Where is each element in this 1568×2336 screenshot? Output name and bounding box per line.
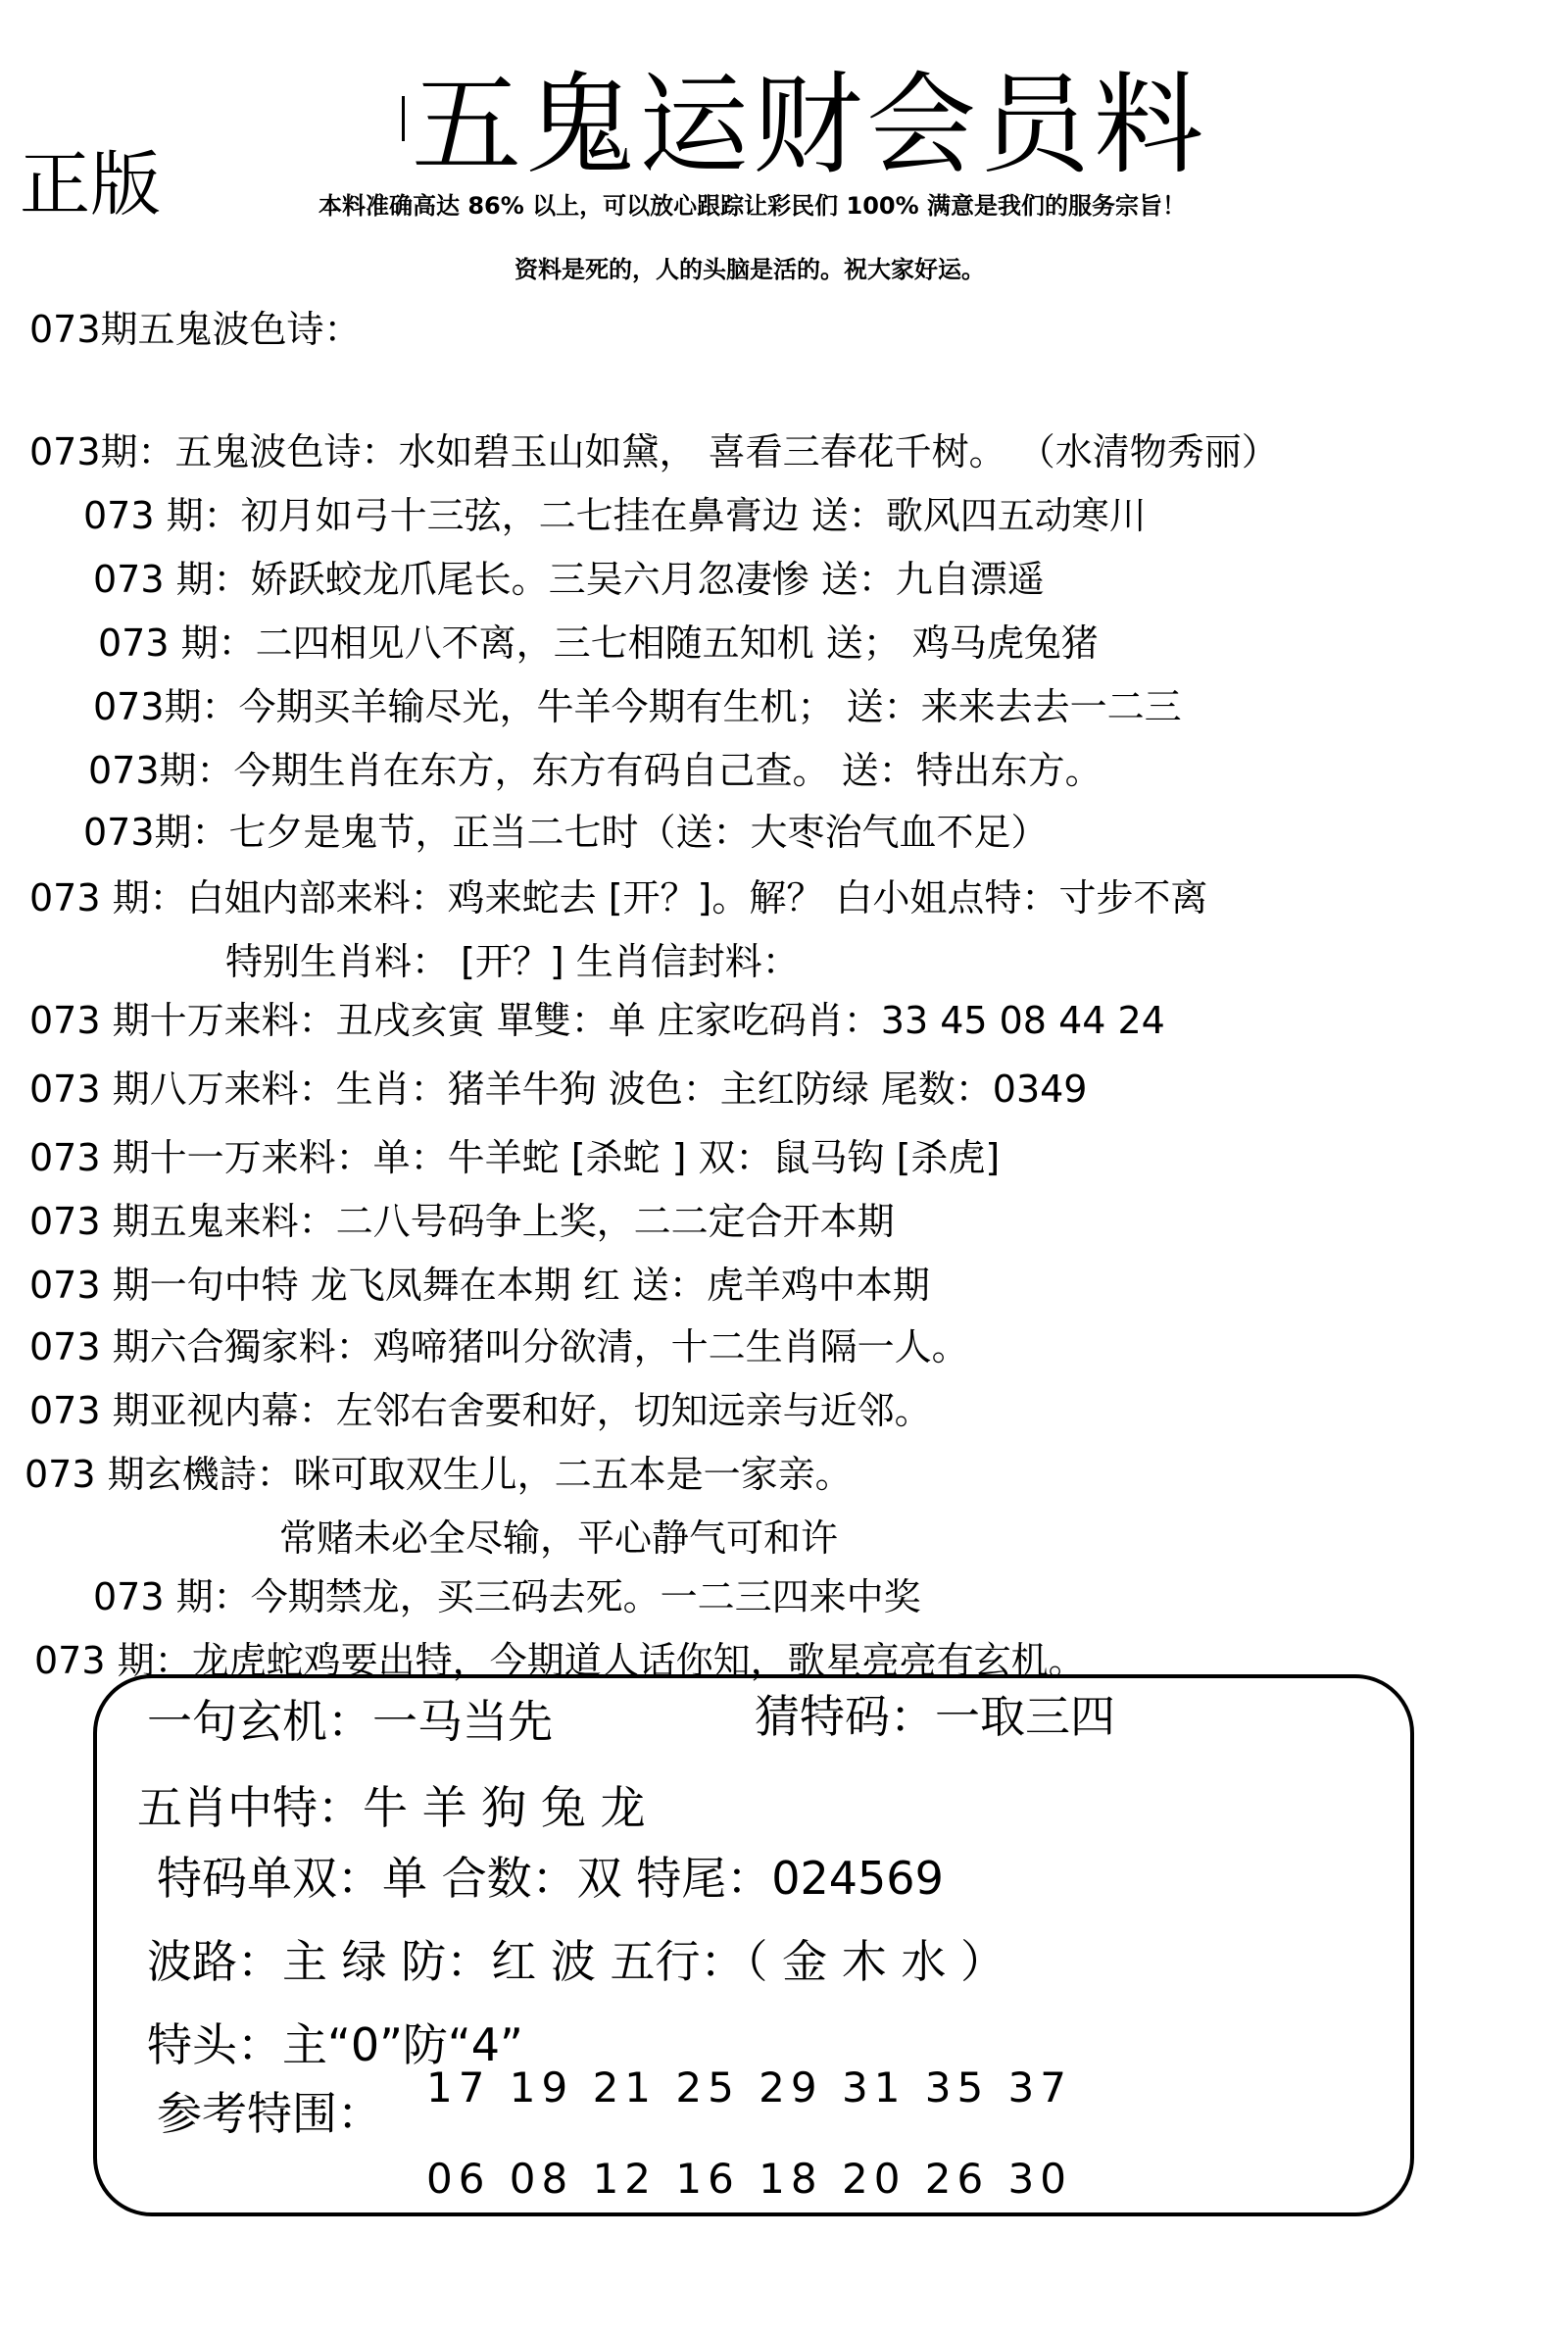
line-5: 073期：今期生肖在东方，东方有码自己查。 送：特出东方。 [88, 749, 1102, 792]
box-odd-even: 特码单双：单 合数：双 特尾：024569 [157, 1852, 944, 1905]
line-dragon-tiger: 073 期：龙虎蛇鸡要出特，今期道人话你知，歌星亮亮有玄机。 [34, 1639, 1086, 1682]
line-yashi: 073 期亚视内幕：左邻右舍要和好，切知远亲与近邻。 [29, 1389, 932, 1432]
line-special-zodiac: 特别生肖料： [开？] 生肖信封料： [225, 940, 800, 983]
line-poem-heading: 073期五鬼波色诗： [29, 308, 362, 351]
line-100k: 073 期十万来料：丑戌亥寅 單雙：单 庄家吃码肖：33 45 08 44 24 [29, 999, 1165, 1042]
line-gamble: 常赌未必全尽输，平心静气可和许 [279, 1516, 839, 1560]
line-one-sentence: 073 期一句中特 龙飞凤舞在本期 红 送：虎羊鸡中本期 [29, 1264, 930, 1307]
line-ban-dragon: 073 期：今期禁龙，买三码去死。一二三四来中奖 [93, 1575, 921, 1618]
box-range-label: 参考特围： [157, 2087, 382, 2140]
box-guess: 猜特码：一取三四 [755, 1690, 1115, 1743]
line-2: 073 期：娇跃蛟龙爪尾长。三吴六月忽凄惨 送：九自漂遥 [93, 558, 1045, 601]
box-range-row1: 17 19 21 25 29 31 35 37 [426, 2063, 1073, 2112]
tagline: 本料准确高达 86% 以上，可以放心跟踪让彩民们 100% 满意是我们的服务宗旨！ [318, 192, 1187, 220]
box-wave: 波路：主 绿 防：红 波 五行：（ 金 木 水 ） [147, 1935, 1005, 1988]
edition-label: 正版 [20, 143, 162, 225]
box-five-zodiac: 五肖中特：牛 羊 狗 兔 龙 [137, 1781, 646, 1834]
line-6: 073期：七夕是鬼节，正当二七时（送：大枣治气血不足） [83, 811, 1049, 854]
line-80k: 073 期八万来料：生肖：猪羊牛狗 波色：主红防绿 尾数：0349 [29, 1068, 1088, 1111]
line-xuanji: 073 期玄機詩：咪可取双生儿，二五本是一家亲。 [24, 1453, 853, 1496]
box-head: 特头：主“0”防“4” [147, 2018, 523, 2071]
box-range-row2: 06 08 12 16 18 20 26 30 [426, 2155, 1073, 2203]
line-wave-poem: 073期：五鬼波色诗：水如碧玉山如黛， 喜看三春花千树。 （水清物秀丽） [29, 430, 1279, 473]
line-110k: 073 期十一万来料：单：牛羊蛇 [杀蛇 ] 双：鼠马钩 [杀虎] [29, 1136, 1001, 1179]
line-liuhe: 073 期六合獨家料：鸡啼猪叫分欲清，十二生肖隔一人。 [29, 1325, 969, 1368]
line-1: 073 期：初月如弓十三弦，二七挂在鼻膏边 送：歌风四五动寒川 [83, 494, 1147, 537]
line-five-ghost: 073 期五鬼来料：二八号码争上奖，二二定合开本期 [29, 1200, 895, 1243]
line-4: 073期：今期买羊输尽光，牛羊今期有生机； 送：来来去去一二三 [93, 685, 1182, 728]
box-hint: 一句玄机：一马当先 [147, 1695, 553, 1748]
subtitle-note: 资料是死的，人的头脑是活的。祝大家好运。 [514, 256, 985, 283]
title-bar-mark [402, 96, 405, 141]
line-3: 073 期：二四相见八不离，三七相随五知机 送； 鸡马虎兔猪 [98, 621, 1099, 665]
line-baijie: 073 期：白姐内部来料：鸡来蛇去 [开？]。解？ 白小姐点特：寸步不离 [29, 876, 1208, 919]
page-title: 五鬼运财会员料 [412, 62, 1207, 189]
